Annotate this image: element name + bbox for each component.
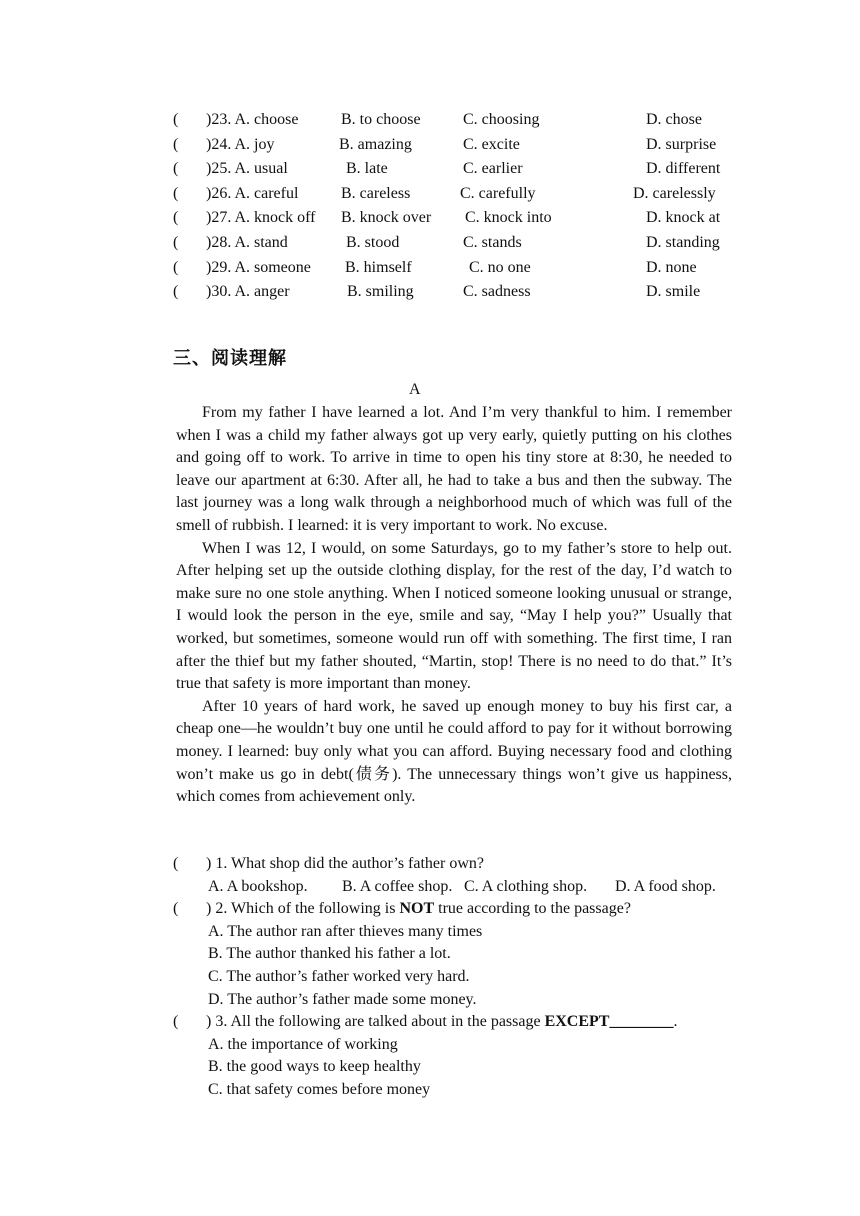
answer-bracket[interactable]: ( bbox=[173, 258, 179, 276]
stem-text: . bbox=[673, 1013, 678, 1031]
answer-bracket[interactable]: ( bbox=[173, 855, 179, 872]
passage-letter: A bbox=[409, 381, 421, 398]
option-c: C. earlier bbox=[463, 160, 523, 178]
answer-bracket[interactable]: ( bbox=[173, 233, 179, 251]
question-stem bbox=[206, 1011, 677, 1034]
option-c: C. sadness bbox=[463, 283, 531, 301]
option-b: B. A coffee shop. bbox=[342, 877, 453, 895]
cloze-item-25 bbox=[173, 157, 733, 182]
option-c: C. carefully bbox=[460, 184, 536, 202]
option-d: D. A food shop. bbox=[615, 877, 716, 895]
stem-text: ) 3. All the following are talked about in the passage bbox=[206, 1013, 545, 1031]
option-b: B. The author thanked his father a lot. bbox=[208, 945, 451, 963]
cloze-item-29 bbox=[173, 256, 733, 281]
option-b: B. careless bbox=[341, 184, 411, 202]
option-a: )26. A. careful bbox=[206, 184, 299, 202]
option-c: C. choosing bbox=[463, 111, 540, 128]
option-d: D. none bbox=[646, 258, 697, 276]
option-b: B. the good ways to keep healthy bbox=[208, 1058, 421, 1076]
stem-emphasis: NOT bbox=[399, 900, 435, 918]
option-b: B. late bbox=[346, 160, 388, 178]
cloze-item-24 bbox=[173, 133, 733, 158]
cloze-item-30 bbox=[173, 280, 733, 305]
answer-bracket[interactable]: ( bbox=[173, 209, 179, 227]
answer-bracket[interactable]: ( bbox=[173, 1013, 179, 1031]
option-b: B. to choose bbox=[341, 111, 421, 128]
option-a: )24. A. joy bbox=[206, 135, 275, 153]
passage-paragraph-3: After 10 years of hard work, he saved up enough money to buy his first car, a cheap one—he wouldn’t buy one until he could afford to pay for it without borrowing money. I learned: buy only what you can afford. Buying necessary food and clothing won’t make us go in debt(债务). The unnecessary things won’t give us happiness, which comes from achievement only. bbox=[176, 697, 732, 806]
option-d: D. carelessly bbox=[633, 184, 716, 202]
cloze-item-26 bbox=[173, 182, 733, 207]
stem-text: ) 2. Which of the following is bbox=[206, 900, 400, 918]
option-c: C. that safety comes before money bbox=[208, 1080, 431, 1098]
option-b: B. smiling bbox=[347, 283, 414, 301]
answer-bracket[interactable]: ( bbox=[173, 184, 179, 202]
option-d: D. standing bbox=[646, 233, 720, 251]
question-stem: ) 1. What shop did the author’s father own? bbox=[206, 855, 485, 872]
passage-paragraph-1: From my father I have learned a lot. And I’m very thankful to him. I remember when I was a child my father always got up very early, quietly putting on his clothes and going off to work. To arrive in time to open his tiny store at 8:30, he needed to leave our apartment at 6:30. After all, he had to take a bus and then the subway. The last journey was a long walk through a neighborhood much of which was full of the smell of rubbish. I learned: it is very important to work. No excuse. bbox=[176, 404, 732, 534]
option-b: B. himself bbox=[345, 258, 412, 276]
answer-bracket[interactable]: ( bbox=[173, 111, 179, 128]
option-b: B. amazing bbox=[339, 135, 412, 153]
option-d: D. different bbox=[646, 160, 721, 178]
section-title: 三、阅读理解 bbox=[173, 348, 287, 369]
option-d: D. knock at bbox=[646, 209, 721, 227]
option-b: B. stood bbox=[346, 233, 400, 251]
option-a: A. the importance of working bbox=[208, 1035, 398, 1053]
option-a: A. The author ran after thieves many times bbox=[208, 922, 483, 940]
option-a: )23. A. choose bbox=[206, 111, 299, 128]
option-c: C. stands bbox=[463, 233, 522, 251]
cloze-item-23 bbox=[173, 108, 733, 133]
question-list bbox=[173, 853, 733, 1102]
option-d: D. smile bbox=[646, 283, 701, 301]
cloze-item-27 bbox=[173, 206, 733, 231]
option-a: )29. A. someone bbox=[206, 258, 311, 276]
question-3 bbox=[173, 1011, 733, 1034]
option-d: D. chose bbox=[646, 111, 702, 128]
answer-bracket[interactable]: ( bbox=[173, 900, 179, 918]
option-a: )30. A. anger bbox=[206, 283, 290, 301]
cloze-item-28 bbox=[173, 231, 733, 256]
option-a: )25. A. usual bbox=[206, 160, 288, 178]
option-c: C. no one bbox=[469, 258, 531, 276]
option-d: D. surprise bbox=[646, 135, 717, 153]
answer-bracket[interactable]: ( bbox=[173, 283, 179, 301]
option-d: D. The author’s father made some money. bbox=[208, 990, 477, 1008]
question-1-options bbox=[173, 876, 733, 899]
question-stem bbox=[206, 898, 631, 921]
option-c: C. A clothing shop. bbox=[464, 877, 588, 895]
option-a: )28. A. stand bbox=[206, 233, 288, 251]
question-2 bbox=[173, 898, 733, 921]
stem-text: true according to the passage? bbox=[434, 900, 631, 918]
option-c: C. excite bbox=[463, 135, 520, 153]
option-c: C. The author’s father worked very hard. bbox=[208, 967, 470, 985]
option-c: C. knock into bbox=[465, 209, 552, 227]
option-b: B. knock over bbox=[341, 209, 432, 227]
answer-bracket[interactable]: ( bbox=[173, 160, 179, 178]
option-a: )27. A. knock off bbox=[206, 209, 316, 227]
reading-passage bbox=[176, 402, 732, 809]
option-a: A. A bookshop. bbox=[208, 877, 308, 895]
stem-emphasis: EXCEPT________ bbox=[544, 1013, 674, 1031]
passage-paragraph-2: When I was 12, I would, on some Saturdays, go to my father’s store to help out. After helping set up the outside clothing display, for the rest of the day, I’d watch to make sure no one stole anything. When I noticed someone looking unusual or strange, I would look the person in the eye, smile and say, “May I help you?” Usually that worked, but sometimes, someone would run off with something. The first time, I ran after the thief but my father shouted, “Martin, stop! There is no need to do that.” It’s true that safety is more important than money. bbox=[176, 539, 732, 693]
cloze-options-list bbox=[173, 108, 733, 305]
answer-bracket[interactable]: ( bbox=[173, 135, 179, 153]
question-1 bbox=[173, 853, 733, 876]
